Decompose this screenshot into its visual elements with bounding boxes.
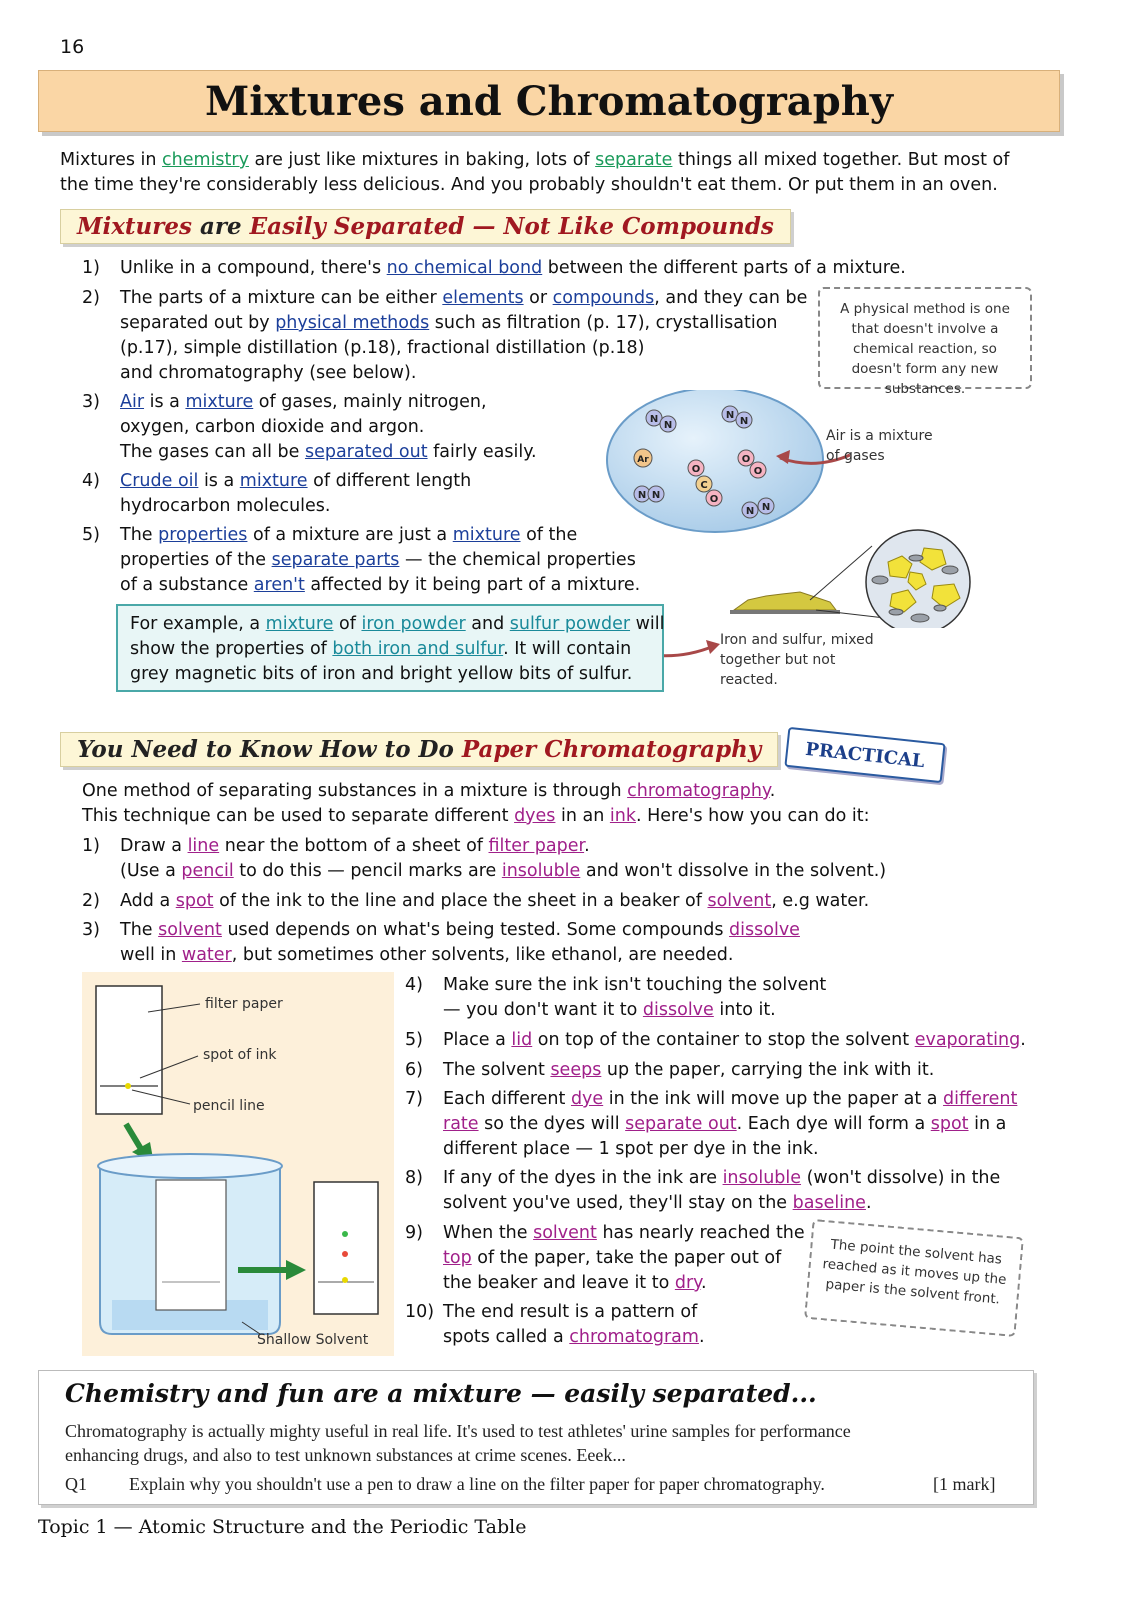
item-text: The solvent — [443, 1060, 551, 1080]
item-text: . — [584, 836, 590, 856]
atom-label: N — [745, 506, 755, 517]
item-text: and chromatography (see below). — [120, 363, 417, 383]
item-text: (p.17), simple distillation (p.18), fractional distillation (p.18) — [120, 338, 645, 358]
keyword-filter-paper: filter paper — [488, 836, 585, 856]
chromatogram-paper — [314, 1182, 378, 1314]
atom-label: N — [761, 502, 771, 513]
keyword-mixture: mixture — [185, 392, 254, 412]
list-item — [405, 1166, 1025, 1216]
item-text: of different length — [307, 471, 472, 491]
item-text: of the paper, take the paper out of — [471, 1248, 782, 1268]
item-text: has nearly reached the — [596, 1223, 805, 1243]
intro-text: Mixtures in — [60, 150, 163, 170]
item-text: Place a — [443, 1030, 512, 1050]
zoom-line — [810, 546, 872, 600]
list-item — [405, 1028, 1025, 1053]
item-number: 9) — [405, 1223, 423, 1243]
summary-text: enhancing drugs, and also to test unknown substances at crime scenes. Eeek... — [65, 1445, 626, 1465]
example-box — [116, 604, 664, 692]
atom-label: N — [651, 490, 661, 501]
item-text: oxygen, carbon dioxide and argon. — [120, 417, 425, 437]
keyword-mixture: mixture — [452, 525, 521, 545]
atom-label: N — [739, 416, 749, 427]
example-text: . It will contain — [503, 639, 632, 659]
item-text: Make sure the ink isn't touching the solvent — [443, 975, 827, 995]
atom-label: Ar — [637, 455, 649, 465]
heading-part: are — [191, 213, 250, 240]
keyword-pencil: pencil — [181, 861, 234, 881]
keyword-dissolve: dissolve — [642, 1000, 714, 1020]
keyword-mixture: mixture — [265, 614, 334, 634]
item-text: between the different parts of a mixture. — [542, 258, 906, 278]
title-banner — [38, 70, 1060, 132]
item-text: . — [865, 1193, 872, 1213]
item-text: to do this — pencil marks are — [233, 861, 502, 881]
atom-label: O — [741, 454, 751, 465]
example-text: and — [465, 614, 510, 634]
item-number: 3) — [82, 920, 100, 940]
keyword-crude-oil: Crude oil — [120, 471, 199, 491]
note-text: The point the solvent has reached as it moves up the paper is the solvent front. — [821, 1236, 1008, 1308]
page-title: Mixtures and Chromatography — [204, 77, 894, 125]
item-text: such as filtration (p. 17), crystallisation — [429, 313, 778, 333]
item-text: , e.g water. — [771, 891, 870, 911]
item-text: . — [698, 1327, 705, 1347]
keyword-baseline: baseline — [792, 1193, 866, 1213]
dye-spot-yellow — [342, 1277, 348, 1283]
keyword-mixture: mixture — [239, 471, 308, 491]
keyword-rate: rate — [443, 1114, 479, 1134]
item-number: 8) — [405, 1168, 423, 1188]
keyword-dissolve: dissolve — [729, 920, 800, 940]
item-text: near the bottom of a sheet of — [219, 836, 489, 856]
item-text: solvent you've used, they'll stay on the — [443, 1193, 793, 1213]
question-number: Q1 — [65, 1474, 87, 1494]
atom-label: N — [637, 490, 647, 501]
item-text: The — [120, 525, 159, 545]
keyword-sulfur-powder: sulfur powder — [509, 614, 631, 634]
keyword-separate-parts: separate parts — [271, 550, 400, 570]
item-number: 4) — [82, 471, 100, 491]
intro-text: . — [769, 781, 776, 801]
item-text: The parts of a mixture can be either — [120, 288, 443, 308]
list-item — [405, 973, 1025, 1023]
item-text: Add a — [120, 891, 176, 911]
summary-title: Chemistry and fun are a mixture — easily separated... — [65, 1379, 817, 1408]
keyword-solvent: solvent — [707, 891, 772, 911]
list-item — [405, 1087, 1025, 1162]
heading-part: Paper Chromatography — [461, 736, 762, 763]
atom-label: N — [649, 414, 659, 425]
item-text: The end result is a pattern of — [443, 1302, 698, 1322]
label-spot-of-ink: spot of ink — [203, 1047, 277, 1063]
keyword-chromatogram: chromatogram — [569, 1327, 699, 1347]
example-text: of — [333, 614, 362, 634]
footer: Topic 1 — Atomic Structure and the Periodic Table — [38, 1516, 527, 1538]
list-item — [82, 834, 982, 884]
keyword-insoluble: insoluble — [722, 1168, 802, 1188]
section-heading-mixtures — [60, 209, 791, 244]
item-text: Each different — [443, 1089, 571, 1109]
item-number: 1) — [82, 836, 100, 856]
item-text: . — [1020, 1030, 1026, 1050]
intro-text: are just like mixtures in baking, lots of — [248, 150, 596, 170]
arrow-head — [286, 1260, 306, 1280]
page-number: 16 — [60, 36, 85, 58]
question-text: Explain why you shouldn't use a pen to draw a line on the filter paper for paper chromatography. — [129, 1474, 825, 1494]
keyword-chromatography: chromatography — [627, 781, 770, 801]
list-item — [82, 918, 982, 968]
keyword-solvent: solvent — [158, 920, 222, 940]
item-text: used depends on what's being tested. Some compounds — [221, 920, 730, 940]
item-text: the beaker and leave it to — [443, 1273, 675, 1293]
air-note: Air is a mixture of gases — [826, 428, 933, 464]
keyword-air: Air — [120, 392, 145, 412]
list-item — [82, 390, 602, 465]
item-number: 6) — [405, 1060, 423, 1080]
iron-sulfur-diagram — [720, 528, 1040, 628]
iron-sulfur-note: Iron and sulfur, mixed together but not reacted. — [720, 632, 874, 688]
atom-label: O — [709, 494, 719, 505]
item-text: in a — [968, 1114, 1007, 1134]
list-item — [405, 1300, 805, 1350]
item-text: is a — [198, 471, 240, 491]
atom-label: N — [725, 410, 735, 421]
solvent-front-note — [804, 1219, 1024, 1337]
keyword-elements: elements — [442, 288, 524, 308]
keyword-top: top — [443, 1248, 472, 1268]
keyword-lid: lid — [511, 1030, 533, 1050]
keyword-water: water — [181, 945, 232, 965]
list-item — [405, 1058, 1025, 1083]
example-text: For example, a — [130, 614, 266, 634]
dye-spot-red — [342, 1251, 348, 1257]
keyword-physical-methods: physical methods — [275, 313, 430, 333]
keyword-iron-powder: iron powder — [361, 614, 466, 634]
item-text: (Use a — [120, 861, 182, 881]
list-item — [82, 523, 662, 598]
ink-spot — [125, 1083, 131, 1089]
note-text: A physical method is one that doesn't involve a chemical reaction, so doesn't form any new substances. — [840, 301, 1010, 397]
atom-label: C — [700, 480, 708, 491]
example-text: will — [630, 614, 665, 634]
arrow-head — [706, 640, 720, 654]
intro-text: This technique can be used to separate different — [82, 806, 515, 826]
atom-label: O — [691, 464, 701, 475]
keyword-spot: spot — [930, 1114, 969, 1134]
intro-text: things all mixed together. But most of — [672, 150, 1010, 170]
keyword-different: different — [943, 1089, 1018, 1109]
list-item — [82, 889, 982, 914]
item-text: The gases can all be — [120, 442, 305, 462]
item-text: or — [523, 288, 553, 308]
item-text: and won't dissolve in the solvent.) — [580, 861, 887, 881]
chromatography-diagram — [82, 972, 394, 1356]
item-text: of a substance — [120, 575, 254, 595]
label-pencil-line: pencil line — [193, 1098, 265, 1114]
powder-pile — [734, 592, 836, 610]
physical-method-note — [818, 287, 1032, 397]
item-text: Draw a — [120, 836, 188, 856]
item-text: is a — [144, 392, 186, 412]
item-text: into it. — [713, 1000, 776, 1020]
item-text: well in — [120, 945, 182, 965]
intro-paragraph — [60, 148, 1050, 198]
keyword-both-iron-and-sulfur: both iron and sulfur — [332, 639, 504, 659]
lid — [98, 1154, 282, 1178]
intro-text: . Here's how you can do it: — [636, 806, 870, 826]
item-number: 7) — [405, 1089, 423, 1109]
item-text: . — [701, 1273, 707, 1293]
item-text: different place — 1 spot per dye in the ink. — [443, 1139, 819, 1159]
item-text: of a mixture are just a — [247, 525, 453, 545]
item-text: , and they can be — [654, 288, 808, 308]
item-text: of the — [520, 525, 578, 545]
summary-box — [38, 1370, 1034, 1505]
intro-line-2: the time they're considerably less delicious. And you probably shouldn't eat them. Or put them in an oven. — [60, 175, 998, 195]
keyword-line: line — [187, 836, 220, 856]
keyword-chemistry: chemistry — [162, 150, 249, 170]
keyword-separate: separate — [595, 150, 673, 170]
item-text: spots called a — [443, 1327, 570, 1347]
heading-part: You Need to Know How to Do — [77, 736, 462, 763]
intro-text: One method of separating substances in a mixture is through — [82, 781, 628, 801]
item-number: 4) — [405, 975, 423, 995]
keyword-ink: ink — [609, 806, 636, 826]
item-text: — the chemical properties — [399, 550, 636, 570]
practical-badge: PRACTICAL — [784, 727, 945, 783]
item-text: Unlike in a compound, there's — [120, 258, 387, 278]
example-text: grey magnetic bits of iron and bright yellow bits of sulfur. — [130, 664, 633, 684]
item-text: in the ink will move up the paper at a — [603, 1089, 944, 1109]
heading-part: Mixtures — [77, 213, 192, 240]
item-text: properties of the — [120, 550, 272, 570]
chromatography-intro — [82, 779, 870, 829]
keyword-separate-out: separate out — [625, 1114, 737, 1134]
keyword-dyes: dyes — [514, 806, 556, 826]
atom-label: O — [753, 466, 763, 477]
heading-part: Easily Separated — [249, 213, 465, 240]
item-number: 5) — [82, 525, 100, 545]
item-text: of gases, mainly nitrogen, — [253, 392, 487, 412]
keyword-compounds: compounds — [552, 288, 655, 308]
item-number: 10) — [405, 1302, 435, 1322]
keyword-solvent: solvent — [533, 1223, 597, 1243]
item-text: . Each dye will form a — [736, 1114, 931, 1134]
item-text: (won't dissolve) in the — [801, 1168, 1001, 1188]
question-marks: [1 mark] — [933, 1474, 996, 1494]
intro-text: in an — [555, 806, 610, 826]
keyword-no-chemical-bond: no chemical bond — [386, 258, 543, 278]
keyword-dry: dry — [674, 1273, 702, 1293]
item-number: 3) — [82, 392, 100, 412]
atom-label: N — [663, 420, 673, 431]
item-text: fairly easily. — [427, 442, 537, 462]
dye-spot-green — [342, 1231, 348, 1237]
summary-text: Chromatography is actually mighty useful in real life. It's used to test athletes' urine samples for performance — [65, 1421, 851, 1441]
list-item — [82, 469, 602, 519]
list-item — [82, 286, 808, 386]
item-text: of the ink to the line and place the sheet in a beaker of — [213, 891, 708, 911]
item-text: If any of the dyes in the ink are — [443, 1168, 723, 1188]
example-text: show the properties of — [130, 639, 333, 659]
item-text: so the dyes will — [478, 1114, 626, 1134]
item-text: affected by it being part of a mixture. — [304, 575, 641, 595]
keyword-separated-out: separated out — [304, 442, 428, 462]
keyword-spot: spot — [175, 891, 214, 911]
item-text: up the paper, carrying the ink with it. — [601, 1060, 935, 1080]
item-text: The — [120, 920, 159, 940]
list-item — [405, 1221, 805, 1296]
label-filter-paper: filter paper — [205, 996, 283, 1012]
item-text: separated out by — [120, 313, 276, 333]
label-shallow-solvent: Shallow Solvent — [257, 1332, 369, 1348]
keyword-dye: dye — [570, 1089, 604, 1109]
heading-part: — Not Like Compounds — [464, 213, 774, 240]
item-number: 5) — [405, 1030, 423, 1050]
item-text: , but sometimes other solvents, like ethanol, are needed. — [231, 945, 734, 965]
keyword-arent: aren't — [253, 575, 305, 595]
item-text: hydrocarbon molecules. — [120, 496, 331, 516]
item-text: on top of the container to stop the solvent — [532, 1030, 915, 1050]
keyword-evaporating: evaporating — [914, 1030, 1021, 1050]
keyword-properties: properties — [158, 525, 248, 545]
item-text: When the — [443, 1223, 534, 1243]
section-heading-chromatography — [60, 732, 778, 767]
keyword-insoluble: insoluble — [501, 861, 581, 881]
item-number: 2) — [82, 288, 100, 308]
item-number: 1) — [82, 258, 100, 278]
item-text: — you don't want it to — [443, 1000, 643, 1020]
keyword-seeps: seeps — [550, 1060, 602, 1080]
item-number: 2) — [82, 891, 100, 911]
paper-in-beaker — [156, 1180, 226, 1310]
